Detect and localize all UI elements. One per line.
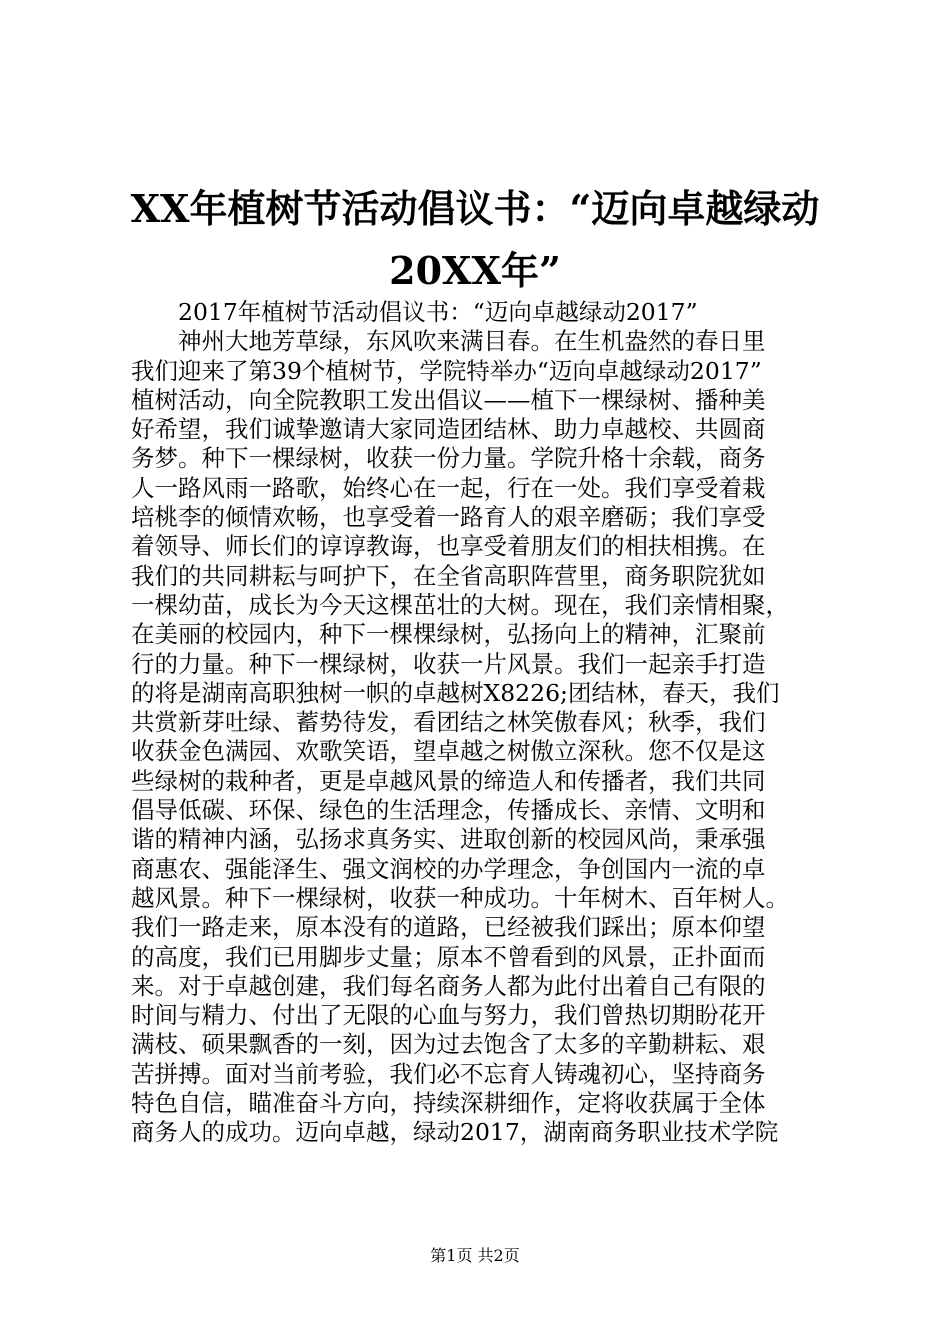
- body-line: 谐的精神内涵，弘扬求真务实、进取创新的校园风尚，秉承强: [131, 825, 766, 854]
- body-line: 人一路风雨一路歌，始终心在一起，行在一处。我们享受着栽: [131, 473, 766, 502]
- body-line: 来。对于卓越创建，我们每名商务人都为此付出着自己有限的: [131, 971, 766, 1000]
- body-line: 收获金色满园、欢歌笑语，望卓越之树傲立深秋。您不仅是这: [131, 737, 766, 766]
- body-line: 培桃李的倾情欢畅，也享受着一路育人的艰辛磨砺；我们享受: [131, 503, 766, 532]
- body-line: 我们迎来了第39个植树节，学院特举办“迈向卓越绿动2017”: [131, 356, 762, 385]
- title-line-2: 20XX年”: [389, 248, 561, 293]
- body-line: 一棵幼苗，成长为今天这棵茁壮的大树。现在，我们亲情相聚，: [131, 590, 789, 619]
- body-line: 倡导低碳、环保、绿色的生活理念，传播成长、亲情、文明和: [131, 796, 766, 825]
- body-line: 苦拼搏。面对当前考验，我们必不忘育人铸魂初心，坚持商务: [131, 1059, 766, 1088]
- body-line: 植树活动，向全院教职工发出倡议——植下一棵绿树、播种美: [131, 385, 766, 414]
- body-line: 商务人的成功。迈向卓越，绿动2017，湖南商务职业技术学院: [131, 1118, 779, 1147]
- body-line: 商惠农、强能泽生、强文润校的办学理念，争创国内一流的卓: [131, 854, 766, 883]
- body-line: 些绿树的栽种者，更是卓越风景的缔造人和传播者，我们共同: [131, 766, 766, 795]
- body-line: 我们一路走来，原本没有的道路，已经被我们踩出；原本仰望: [131, 913, 766, 942]
- body-line: 好希望，我们诚挚邀请大家同造团结林、助力卓越校、共圆商: [131, 415, 766, 444]
- document-body: [131, 298, 831, 1148]
- page-number-footer: 第1页 共2页: [430, 1246, 520, 1265]
- body-line: 满枝、硕果飘香的一刻，因为过去饱含了太多的辛勤耕耘、艰: [131, 1030, 766, 1059]
- body-line: 的高度，我们已用脚步丈量；原本不曾看到的风景，正扑面而: [131, 942, 766, 971]
- body-line: 务梦。种下一棵绿树，收获一份力量。学院升格十余载，商务: [131, 444, 766, 473]
- body-line: 特色自信，瞄准奋斗方向，持续深耕细作，定将收获属于全体: [131, 1089, 766, 1118]
- body-line: 神州大地芳草绿，东风吹来满目春。在生机盎然的春日里: [178, 327, 766, 356]
- title-line-1: XX年植树节活动倡议书：“迈向卓越绿动: [130, 186, 820, 231]
- body-line: 在美丽的校园内，种下一棵棵绿树，弘扬向上的精神，汇聚前: [131, 620, 766, 649]
- body-line: 共赏新芽吐绿、蓄势待发，看团结之林笑傲春风；秋季，我们: [131, 708, 766, 737]
- body-line: 着领导、师长们的谆谆教诲，也享受着朋友们的相扶相携。在: [131, 532, 766, 561]
- document-title: [120, 178, 830, 302]
- body-line: 行的力量。种下一棵绿树，收获一片风景。我们一起亲手打造: [131, 649, 766, 678]
- body-line: 的将是湖南高职独树一帜的卓越树X8226;团结林，春天，我们: [131, 678, 780, 707]
- body-line: 时间与精力、付出了无限的心血与努力，我们曾热切期盼花开: [131, 1001, 766, 1030]
- document-subtitle: 2017年植树节活动倡议书：“迈向卓越绿动2017”: [178, 298, 698, 326]
- body-line: 越风景。种下一棵绿树，收获一种成功。十年树木、百年树人。: [131, 883, 789, 912]
- body-line: 我们的共同耕耘与呵护下，在全省高职阵营里，商务职院犹如: [131, 561, 766, 590]
